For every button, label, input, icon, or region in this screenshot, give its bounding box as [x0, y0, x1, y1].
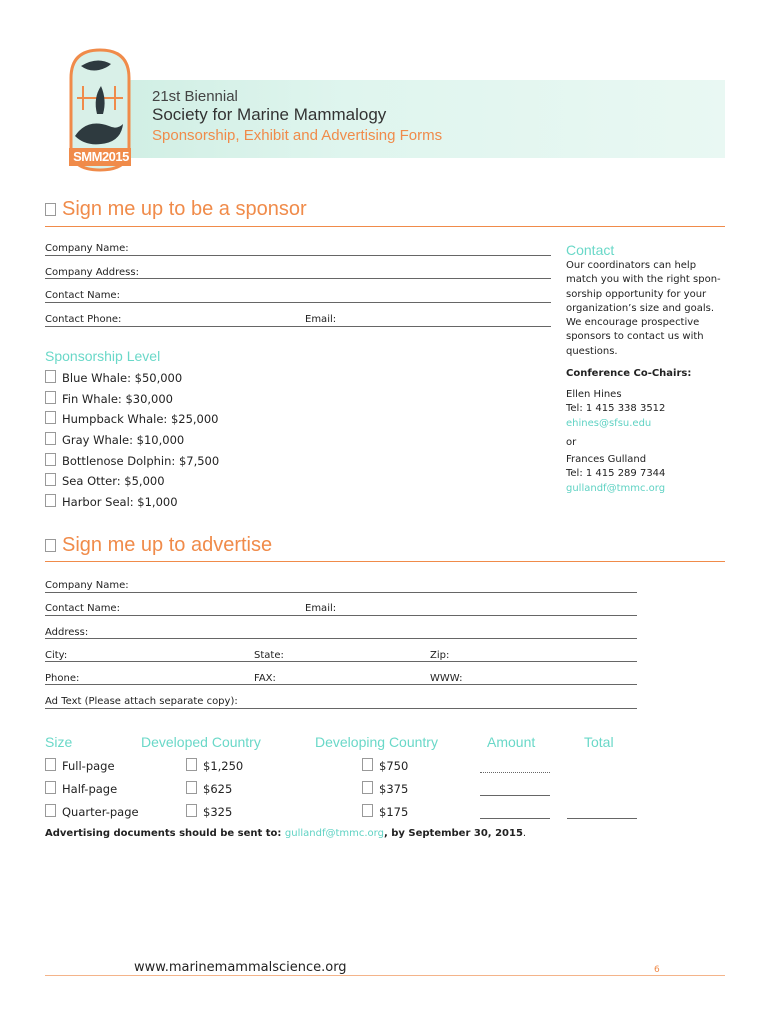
- row-size[interactable]: [45, 758, 115, 773]
- row-developed[interactable]: [186, 804, 232, 819]
- chair2-email-link[interactable]: gullandf@tmmc.org: [566, 482, 666, 494]
- note-period: .: [522, 828, 527, 839]
- level-label: Humpback Whale:: [62, 412, 168, 427]
- developed-price: $625: [203, 782, 233, 796]
- sponsorship-level-heading: Sponsorship Level: [45, 348, 161, 364]
- note-email-link[interactable]: gullandf@tmmc.org: [284, 828, 384, 839]
- or-text: or: [566, 437, 577, 448]
- footer-url[interactable]: www.marinemammalscience.org: [134, 960, 347, 975]
- company-name-label: Company Name:: [45, 243, 129, 254]
- chair2-name: Frances Gulland: [566, 454, 647, 465]
- contact-body-line: questions.: [566, 345, 618, 357]
- level-label: Gray Whale:: [62, 433, 133, 448]
- sponsor-checkbox[interactable]: [45, 203, 56, 216]
- smm-logo: [67, 48, 133, 172]
- amount-field[interactable]: [480, 806, 550, 819]
- checkbox[interactable]: [45, 781, 56, 794]
- level-price: $7,500: [178, 453, 220, 468]
- sponsor-divider: [45, 226, 725, 227]
- sponsor-section-title: [45, 198, 307, 221]
- ad-www-label: WWW:: [430, 673, 463, 684]
- checkbox[interactable]: [45, 411, 56, 424]
- ad-phone-field[interactable]: [45, 684, 637, 685]
- level-item[interactable]: [45, 391, 219, 412]
- level-label: Blue Whale:: [62, 371, 131, 385]
- level-price: $25,000: [170, 412, 219, 427]
- contact-heading: Contact: [566, 242, 615, 258]
- row-developing[interactable]: [362, 758, 408, 773]
- level-price: $50,000: [134, 371, 183, 385]
- checkbox[interactable]: [186, 781, 197, 794]
- developed-price: $1,250: [203, 759, 244, 773]
- page-number: 6: [654, 965, 660, 975]
- total-field[interactable]: [567, 806, 637, 819]
- contact-body-line: Our coordinators can help: [566, 260, 697, 271]
- email-label: Email:: [305, 314, 337, 325]
- cochairs-heading: Conference Co-Chairs:: [566, 368, 692, 379]
- contact-body-line: sponsors to contact us with: [566, 331, 704, 343]
- checkbox[interactable]: [45, 370, 56, 383]
- ad-state-label: State:: [254, 650, 284, 661]
- company-address-label: Company Address:: [45, 267, 139, 278]
- header-society: Society for Marine Mammalogy: [152, 105, 387, 124]
- advertise-section-title: [45, 534, 272, 557]
- row-developed[interactable]: [186, 781, 232, 796]
- level-price: $30,000: [125, 391, 173, 406]
- level-label: Harbor Seal:: [62, 495, 134, 510]
- ad-contact-name-field[interactable]: [45, 615, 637, 616]
- ad-contact-name-label: Contact Name:: [45, 603, 120, 614]
- developing-price: $175: [379, 805, 409, 819]
- sponsor-title-text: Sign me up to be a sponsor: [62, 198, 307, 220]
- col-total-header: Total: [584, 734, 614, 750]
- advertise-title-text: Sign me up to advertise: [62, 534, 273, 556]
- col-developed-header: Developed Country: [141, 734, 261, 750]
- col-size-header: Size: [45, 734, 73, 750]
- contact-phone-label: Contact Phone:: [45, 314, 122, 325]
- contact-body-line: organization’s size and goals.: [566, 302, 715, 314]
- amount-field[interactable]: [480, 760, 550, 773]
- chair2-block: [566, 453, 665, 496]
- advertising-note: [45, 828, 526, 839]
- ad-phone-label: Phone:: [45, 673, 80, 684]
- row-developed[interactable]: [186, 758, 243, 773]
- chair1-name: Ellen Hines: [566, 389, 622, 400]
- ad-company-name-label: Company Name:: [45, 580, 129, 591]
- level-price: $5,000: [124, 474, 165, 489]
- contact-name-field[interactable]: [45, 302, 551, 303]
- company-address-field[interactable]: [45, 278, 551, 279]
- level-item[interactable]: [45, 473, 219, 494]
- contact-name-label: Contact Name:: [45, 290, 120, 301]
- size-label: Half-page: [62, 782, 118, 796]
- ad-city-label: City:: [45, 650, 68, 661]
- ad-company-name-field[interactable]: [45, 592, 637, 593]
- level-label: Bottlenose Dolphin:: [62, 453, 176, 468]
- advertise-divider: [45, 561, 725, 562]
- amount-field[interactable]: [480, 783, 550, 796]
- logo-text: SMM2015: [73, 149, 129, 164]
- row-size[interactable]: [45, 804, 139, 819]
- company-name-field[interactable]: [45, 255, 551, 256]
- level-label: Fin Whale:: [62, 391, 122, 406]
- level-item[interactable]: [45, 453, 219, 474]
- ad-email-label: Email:: [305, 603, 337, 614]
- checkbox[interactable]: [186, 758, 197, 771]
- ad-address-field[interactable]: [45, 638, 637, 639]
- row-developing[interactable]: [362, 804, 408, 819]
- header-edition: 21st Biennial: [152, 88, 238, 105]
- checkbox[interactable]: [45, 804, 56, 817]
- checkbox[interactable]: [362, 804, 373, 817]
- sponsorship-level-list: [45, 370, 219, 515]
- developing-price: $375: [379, 782, 409, 796]
- chair1-phone: Tel: 1 415 338 3512: [566, 403, 666, 415]
- row-developing[interactable]: [362, 781, 408, 796]
- checkbox[interactable]: [45, 432, 56, 445]
- footer-divider: [45, 975, 725, 976]
- level-item[interactable]: [45, 432, 219, 453]
- contact-body-line: sorship opportunity for your: [566, 288, 707, 300]
- level-item[interactable]: [45, 411, 219, 432]
- contact-phone-field[interactable]: [45, 326, 551, 327]
- checkbox[interactable]: [45, 473, 56, 486]
- level-item[interactable]: [45, 494, 219, 515]
- contact-body: [566, 259, 731, 359]
- level-price: $1,000: [137, 495, 178, 510]
- level-price: $10,000: [136, 433, 185, 448]
- level-label: Sea Otter:: [62, 474, 121, 489]
- size-label: Quarter-page: [62, 805, 139, 819]
- checkbox[interactable]: [362, 758, 373, 771]
- chair1-block: [566, 388, 665, 431]
- contact-body-line: We encourage prospective: [566, 317, 700, 329]
- contact-body-line: match you with the right spon-: [566, 274, 721, 286]
- developed-price: $325: [203, 805, 233, 819]
- checkbox[interactable]: [186, 804, 197, 817]
- checkbox[interactable]: [45, 758, 56, 771]
- note-suffix: , by September 30, 2015: [383, 828, 523, 839]
- ad-text-label: Ad Text (Please attach separate copy):: [45, 696, 238, 707]
- developing-price: $750: [379, 759, 409, 773]
- row-size[interactable]: [45, 781, 117, 796]
- ad-zip-label: Zip:: [430, 650, 450, 661]
- note-prefix: Advertising documents should be sent to:: [45, 828, 285, 839]
- chair2-phone: Tel: 1 415 289 7344: [566, 468, 666, 480]
- advertise-checkbox[interactable]: [45, 539, 56, 552]
- header-form-title: Sponsorship, Exhibit and Advertising Forms: [152, 127, 443, 144]
- ad-city-field[interactable]: [45, 661, 637, 662]
- col-developing-header: Developing Country: [315, 734, 438, 750]
- size-label: Full-page: [62, 759, 115, 773]
- checkbox[interactable]: [45, 494, 56, 507]
- level-item[interactable]: [45, 370, 219, 391]
- chair1-email-link[interactable]: ehines@sfsu.edu: [566, 417, 652, 429]
- ad-address-label: Address:: [45, 627, 89, 638]
- checkbox[interactable]: [362, 781, 373, 794]
- ad-text-field[interactable]: [45, 708, 637, 709]
- checkbox[interactable]: [45, 453, 56, 466]
- checkbox[interactable]: [45, 391, 56, 404]
- col-amount-header: Amount: [487, 734, 536, 750]
- ad-fax-label: FAX:: [254, 673, 276, 684]
